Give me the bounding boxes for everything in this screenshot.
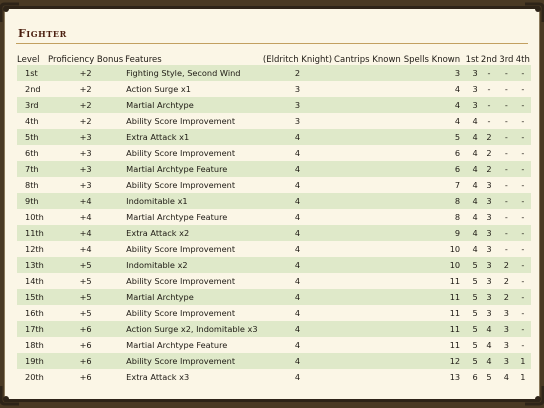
cell-eldritch-knight: 4 (262, 193, 333, 209)
cell-level: 3rd (17, 97, 47, 113)
cell-eldritch-knight: 3 (262, 97, 333, 113)
cell-level: 10th (25, 212, 44, 222)
cell-features: Indomitable x2 (124, 257, 262, 273)
cell-spells-known: 4 (402, 97, 464, 113)
cell-slot-3rd: 2 (498, 289, 514, 305)
cell-level: 17th (17, 321, 47, 337)
table-row (17, 145, 531, 161)
cell-spells-known: 12 (402, 353, 464, 369)
cell-slot-1st: 3 (464, 65, 480, 81)
cell-slot-2nd: 2 (486, 148, 492, 158)
cell-slot-2nd: 2 (480, 161, 498, 177)
cell-slot-3rd: - (498, 97, 514, 113)
cell-proficiency: +4 (47, 225, 124, 241)
cell-slot-1st: 4 (464, 225, 480, 241)
cell-slot-1st: 4 (472, 116, 478, 126)
cell-slot-3rd: - (498, 161, 514, 177)
cell-spells-known: 5 (402, 129, 464, 145)
cell-cantrips-known (333, 353, 402, 369)
corner-ornament-icon (0, 384, 21, 406)
cell-features: Ability Score Improvement (126, 308, 236, 318)
cell-level: 6th (25, 148, 39, 158)
cell-eldritch-knight: 4 (294, 340, 301, 350)
cell-cantrips-known (333, 97, 402, 113)
header-slot-3rd: 3rd (499, 55, 514, 65)
cell-proficiency: +5 (79, 276, 92, 286)
cell-slot-2nd: 4 (486, 340, 492, 350)
cell-cantrips-known (333, 145, 402, 161)
cell-proficiency: +5 (47, 289, 124, 305)
cell-eldritch-knight: 4 (294, 148, 301, 158)
cell-features: Extra Attack x2 (124, 225, 262, 241)
cell-eldritch-knight: 4 (262, 129, 333, 145)
cell-level: 15th (17, 289, 47, 305)
cell-proficiency: +6 (47, 321, 124, 337)
cell-slot-1st: 5 (472, 308, 478, 318)
cell-proficiency: +2 (47, 97, 124, 113)
cell-spells-known: 4 (454, 116, 461, 126)
cell-cantrips-known (333, 289, 402, 305)
cell-slot-4th: - (521, 84, 525, 94)
table-row (17, 273, 531, 289)
cell-level: 7th (17, 161, 47, 177)
cell-spells-known: 10 (449, 244, 461, 254)
cell-slot-2nd: 3 (480, 289, 498, 305)
cell-spells-known: 6 (402, 161, 464, 177)
cell-eldritch-knight: 4 (294, 212, 301, 222)
table-row (17, 97, 531, 113)
cell-slot-4th: - (515, 257, 531, 273)
cell-cantrips-known (333, 161, 402, 177)
cell-slot-1st: 5 (464, 321, 480, 337)
cell-proficiency: +3 (47, 129, 124, 145)
cell-slot-4th: - (521, 180, 525, 190)
cell-spells-known: 6 (454, 148, 461, 158)
table-row (17, 225, 531, 241)
cell-proficiency: +4 (47, 193, 124, 209)
cell-slot-4th: - (515, 97, 531, 113)
cell-proficiency: +5 (47, 257, 124, 273)
cell-features: Martial Archtype (124, 289, 262, 305)
cell-proficiency: +2 (47, 65, 124, 81)
cell-features: Martial Archtype (124, 97, 262, 113)
cell-cantrips-known (333, 257, 402, 273)
cell-features: Action Surge x1 (126, 84, 191, 94)
cell-slot-1st: 3 (464, 97, 480, 113)
cell-slot-4th: - (521, 308, 525, 318)
cell-slot-4th: - (515, 225, 531, 241)
cell-cantrips-known (333, 369, 402, 385)
cell-slot-3rd: - (504, 84, 508, 94)
cell-level: 1st (17, 65, 47, 81)
cell-eldritch-knight: 4 (262, 321, 333, 337)
table-row (17, 113, 531, 129)
cell-eldritch-knight: 4 (294, 180, 301, 190)
header-eldritch-knight: (Eldritch Knight) (262, 55, 333, 65)
cell-features: Extra Attack x3 (126, 372, 190, 382)
header-spells-known: Spells Known (403, 55, 461, 65)
cell-level: 16th (25, 308, 44, 318)
cell-spells-known: 11 (449, 308, 461, 318)
cell-spells-known: 11 (402, 321, 464, 337)
cell-spells-known: 9 (402, 225, 464, 241)
cell-level: 18th (25, 340, 44, 350)
cell-features: Ability Score Improvement (126, 180, 236, 190)
table-row (17, 257, 531, 273)
header-slot-2nd: 2nd (480, 55, 498, 65)
table-header-row (17, 51, 531, 65)
table-row (17, 321, 531, 337)
cell-features: Ability Score Improvement (126, 276, 236, 286)
cell-slot-1st: 4 (472, 180, 478, 190)
cell-slot-3rd: - (498, 193, 514, 209)
header-cantrips-known: Cantrips Known (334, 55, 401, 65)
cell-eldritch-knight: 4 (262, 353, 333, 369)
cell-slot-4th: - (521, 276, 525, 286)
cell-slot-3rd: - (498, 225, 514, 241)
cell-slot-1st: 5 (464, 353, 480, 369)
cell-slot-1st: 5 (464, 289, 480, 305)
cell-spells-known: 11 (449, 340, 461, 350)
cell-features: Martial Archtype Feature (124, 161, 262, 177)
cell-slot-1st: 4 (472, 212, 478, 222)
cell-proficiency: +5 (79, 308, 92, 318)
cell-level: 4th (25, 116, 39, 126)
cell-slot-1st: 5 (472, 276, 478, 286)
table-row (17, 305, 531, 321)
header-features: Features (125, 55, 162, 65)
cell-slot-3rd: 4 (503, 372, 509, 382)
cell-proficiency: +4 (79, 212, 92, 222)
cell-cantrips-known (333, 337, 402, 353)
class-progression-table (17, 51, 531, 385)
corner-ornament-icon (523, 384, 544, 406)
cell-eldritch-knight: 4 (262, 161, 333, 177)
cell-slot-4th: - (515, 129, 531, 145)
cell-slot-3rd: 2 (503, 276, 509, 286)
cell-level: 2nd (25, 84, 41, 94)
table-row (17, 81, 531, 97)
cell-cantrips-known (333, 241, 402, 257)
cell-slot-2nd: - (480, 65, 498, 81)
corner-ornament-icon (523, 2, 544, 24)
cell-slot-4th: - (515, 161, 531, 177)
cell-level: 19th (17, 353, 47, 369)
cell-spells-known: 4 (454, 84, 461, 94)
cell-slot-3rd: - (504, 148, 508, 158)
cell-slot-3rd: - (498, 65, 514, 81)
cell-slot-4th: - (515, 289, 531, 305)
title-divider (16, 43, 528, 44)
cell-slot-3rd: 3 (503, 340, 509, 350)
cell-slot-2nd: 2 (480, 129, 498, 145)
cell-cantrips-known (333, 129, 402, 145)
cell-cantrips-known (333, 273, 402, 289)
cell-features: Ability Score Improvement (124, 353, 262, 369)
cell-slot-4th: - (521, 148, 525, 158)
cell-features: Martial Archtype Feature (126, 340, 228, 350)
cell-spells-known: 3 (402, 65, 464, 81)
cell-slot-2nd: 3 (486, 212, 492, 222)
cell-slot-4th: - (521, 116, 525, 126)
cell-slot-1st: 5 (472, 340, 478, 350)
table-row (17, 65, 531, 81)
table-row (17, 337, 531, 353)
table-row (17, 161, 531, 177)
cell-cantrips-known (333, 193, 402, 209)
cell-features: Action Surge x2, Indomitable x3 (124, 321, 262, 337)
cell-slot-2nd: 4 (480, 353, 498, 369)
cell-level: 13th (17, 257, 47, 273)
table-title: Fighter (18, 27, 67, 40)
cell-slot-3rd: - (504, 212, 508, 222)
cell-slot-4th: - (521, 244, 525, 254)
cell-proficiency: +3 (79, 148, 92, 158)
header-level: Level (17, 55, 40, 65)
cell-slot-4th: - (521, 212, 525, 222)
cell-level: 5th (17, 129, 47, 145)
table-row (17, 369, 531, 385)
cell-spells-known: 7 (454, 180, 461, 190)
cell-slot-4th: - (521, 340, 525, 350)
cell-slot-4th: 1 (520, 372, 526, 382)
cell-slot-4th: 1 (515, 353, 531, 369)
cell-proficiency: +3 (79, 180, 92, 190)
cell-slot-1st: 4 (464, 129, 480, 145)
cell-slot-2nd: 3 (480, 193, 498, 209)
cell-level: 20th (25, 372, 44, 382)
cell-slot-2nd: - (480, 97, 498, 113)
cell-cantrips-known (333, 225, 402, 241)
cell-proficiency: +4 (79, 244, 92, 254)
cell-level: 9th (17, 193, 47, 209)
cell-features: Ability Score Improvement (126, 116, 236, 126)
cell-slot-1st: 4 (464, 161, 480, 177)
cell-slot-1st: 4 (472, 244, 478, 254)
cell-slot-2nd: 4 (480, 321, 498, 337)
cell-slot-3rd: - (498, 129, 514, 145)
cell-cantrips-known (333, 65, 402, 81)
cell-features: Indomitable x1 (124, 193, 262, 209)
cell-slot-2nd: - (487, 116, 491, 126)
cell-slot-2nd: 3 (486, 276, 492, 286)
cell-spells-known: 8 (402, 193, 464, 209)
cell-level: 12th (25, 244, 44, 254)
cell-spells-known: 11 (402, 289, 464, 305)
header-slot-1st: 1st (465, 55, 479, 65)
cell-spells-known: 8 (454, 212, 461, 222)
table-row (17, 129, 531, 145)
cell-features: Ability Score Improvement (126, 244, 236, 254)
header-slot-4th: 4th (515, 55, 530, 65)
cell-slot-2nd: 3 (486, 244, 492, 254)
cell-proficiency: +2 (79, 116, 92, 126)
table-row (17, 353, 531, 369)
cell-spells-known: 10 (402, 257, 464, 273)
cell-slot-1st: 4 (472, 148, 478, 158)
table-row (17, 193, 531, 209)
cell-features: Fighting Style, Second Wind (124, 65, 262, 81)
header-proficiency: Proficiency Bonus (48, 55, 124, 65)
cell-proficiency: +6 (79, 372, 92, 382)
table-frame (4, 6, 540, 402)
table-row (17, 177, 531, 193)
cell-slot-2nd: 3 (486, 308, 492, 318)
cell-level: 8th (25, 180, 39, 190)
cell-cantrips-known (333, 321, 402, 337)
cell-eldritch-knight: 4 (294, 276, 301, 286)
cell-slot-2nd: 3 (480, 257, 498, 273)
cell-eldritch-knight: 3 (294, 116, 301, 126)
cell-features: Martial Archtype Feature (126, 212, 228, 222)
cell-proficiency: +2 (79, 84, 92, 94)
cell-slot-3rd: 3 (498, 353, 514, 369)
cell-eldritch-knight: 4 (262, 257, 333, 273)
cell-eldritch-knight: 4 (262, 225, 333, 241)
cell-slot-2nd: 3 (480, 225, 498, 241)
cell-eldritch-knight: 4 (294, 244, 301, 254)
cell-slot-3rd: 3 (503, 308, 509, 318)
cell-spells-known: 13 (449, 372, 461, 382)
table-row (17, 241, 531, 257)
cell-slot-1st: 5 (464, 257, 480, 273)
cell-cantrips-known (333, 177, 402, 193)
cell-level: 11th (17, 225, 47, 241)
corner-ornament-icon (0, 2, 21, 24)
cell-slot-1st: 6 (472, 372, 478, 382)
table-row (17, 289, 531, 305)
cell-proficiency: +6 (79, 340, 92, 350)
cell-level: 14th (25, 276, 44, 286)
cell-features: Ability Score Improvement (126, 148, 236, 158)
cell-features: Extra Attack x1 (124, 129, 262, 145)
cell-eldritch-knight: 4 (294, 308, 301, 318)
cell-slot-3rd: - (504, 244, 508, 254)
cell-slot-3rd: 3 (498, 321, 514, 337)
cell-eldritch-knight: 4 (294, 372, 301, 382)
cell-cantrips-known (333, 209, 402, 225)
cell-spells-known: 11 (449, 276, 461, 286)
cell-cantrips-known (333, 81, 402, 97)
cell-slot-2nd: 5 (486, 372, 492, 382)
cell-slot-2nd: 3 (486, 180, 492, 190)
cell-slot-3rd: 2 (498, 257, 514, 273)
cell-slot-3rd: - (504, 180, 508, 190)
cell-slot-4th: - (515, 321, 531, 337)
cell-cantrips-known (333, 305, 402, 321)
cell-slot-1st: 3 (472, 84, 478, 94)
cell-slot-2nd: - (487, 84, 491, 94)
cell-eldritch-knight: 4 (262, 289, 333, 305)
cell-slot-4th: - (515, 65, 531, 81)
cell-slot-1st: 4 (464, 193, 480, 209)
table-row (17, 209, 531, 225)
cell-cantrips-known (333, 113, 402, 129)
cell-eldritch-knight: 3 (294, 84, 301, 94)
cell-proficiency: +6 (47, 353, 124, 369)
cell-proficiency: +3 (47, 161, 124, 177)
cell-slot-4th: - (515, 193, 531, 209)
cell-slot-3rd: - (504, 116, 508, 126)
cell-eldritch-knight: 2 (262, 65, 333, 81)
